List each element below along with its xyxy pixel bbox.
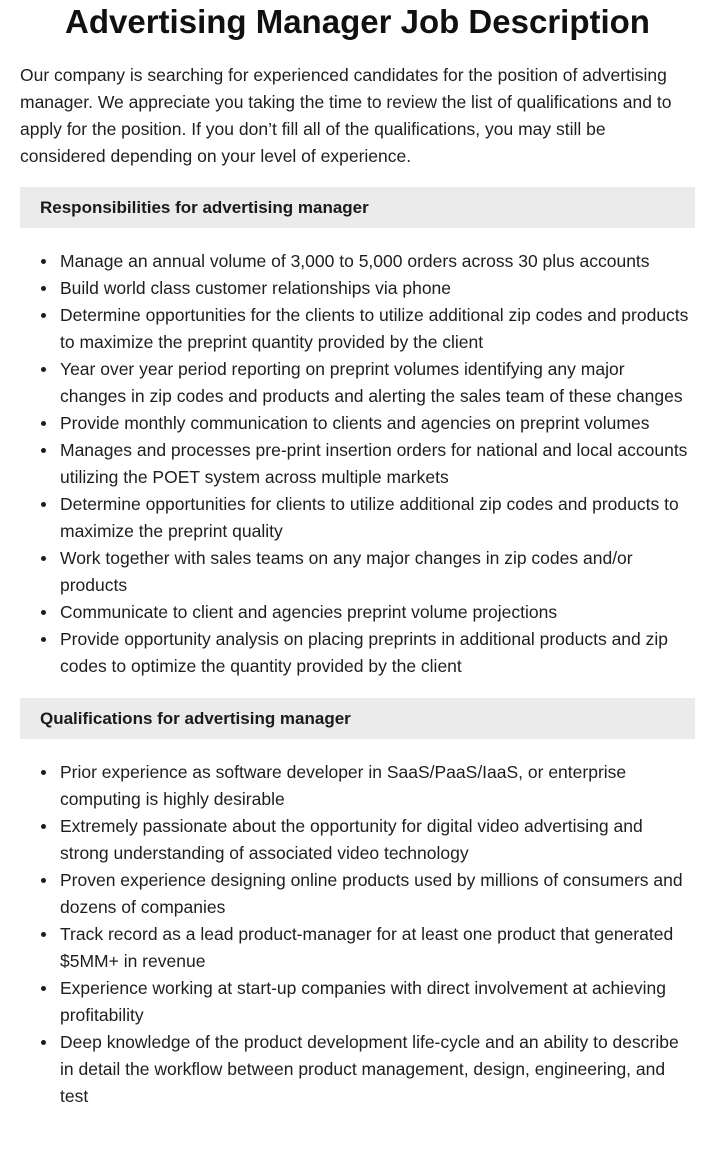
list-item xyxy=(60,921,695,975)
list-item-text: Prior experience as software developer in SaaS/PaaS/IaaS, or enterprise computing is highly desirable xyxy=(60,762,627,809)
list-item-text: Provide monthly communication to clients and agencies on preprint volumes xyxy=(60,413,650,433)
intro-paragraph: Our company is searching for experienced candidates for the position of advertising manager. We appreciate you taking the time to review the list of qualifications and to apply for the position. If you don’t fill all of the qualifications, you may still be considered depending on your level of experience. xyxy=(20,65,672,166)
bullet-icon xyxy=(41,421,46,426)
list-item xyxy=(60,867,695,921)
list-item-text: Proven experience designing online products used by millions of consumers and dozens of companies xyxy=(60,870,683,917)
bullet-icon xyxy=(41,770,46,775)
bullet-icon xyxy=(41,286,46,291)
bullet-icon xyxy=(41,637,46,642)
list-item-text: Communicate to client and agencies preprint volume projections xyxy=(60,602,558,622)
list-item-text: Year over year period reporting on preprint volumes identifying any major changes in zip codes and products and alerting the sales team of these changes xyxy=(60,359,683,406)
list-item xyxy=(60,437,695,491)
bullet-icon xyxy=(41,878,46,883)
qualifications-list xyxy=(20,759,695,1110)
list-item xyxy=(60,1029,695,1110)
list-item-text: Manage an annual volume of 3,000 to 5,000 orders across 30 plus accounts xyxy=(60,251,650,271)
bullet-icon xyxy=(41,313,46,318)
qualifications-heading: Qualifications for advertising manager xyxy=(20,698,695,739)
list-item-text: Deep knowledge of the product development life-cycle and an ability to describe in detail the workflow between product management, design, engineering, and test xyxy=(60,1032,679,1106)
qualifications-section xyxy=(20,698,695,1110)
bullet-icon xyxy=(41,448,46,453)
list-item-text: Build world class customer relationships via phone xyxy=(60,278,452,298)
list-item-text: Determine opportunities for the clients to utilize additional zip codes and products to maximize the preprint quantity provided by the client xyxy=(60,305,689,352)
list-item xyxy=(60,813,695,867)
responsibilities-list xyxy=(20,248,695,680)
bullet-icon xyxy=(41,556,46,561)
list-item xyxy=(60,356,695,410)
responsibilities-section xyxy=(20,187,695,680)
list-item xyxy=(60,975,695,1029)
list-item xyxy=(60,410,695,437)
list-item xyxy=(60,491,695,545)
list-item xyxy=(60,599,695,626)
list-item-text: Work together with sales teams on any major changes in zip codes and/or products xyxy=(60,548,633,595)
bullet-icon xyxy=(41,1040,46,1045)
list-item xyxy=(60,545,695,599)
bullet-icon xyxy=(41,259,46,264)
responsibilities-heading: Responsibilities for advertising manager xyxy=(20,187,695,228)
bullet-icon xyxy=(41,986,46,991)
page-title: Advertising Manager Job Description xyxy=(65,3,650,40)
bullet-icon xyxy=(41,610,46,615)
list-item-text: Track record as a lead product-manager for at least one product that generated $5MM+ in revenue xyxy=(60,924,674,971)
list-item xyxy=(60,626,695,680)
list-item-text: Experience working at start-up companies with direct involvement at achieving profitability xyxy=(60,978,666,1025)
list-item xyxy=(60,248,695,275)
list-item-text: Determine opportunities for clients to utilize additional zip codes and products to maximize the preprint quality xyxy=(60,494,679,541)
list-item xyxy=(60,302,695,356)
list-item-text: Extremely passionate about the opportunity for digital video advertising and strong understanding of associated video technology xyxy=(60,816,643,863)
bullet-icon xyxy=(41,932,46,937)
bullet-icon xyxy=(41,824,46,829)
bullet-icon xyxy=(41,502,46,507)
list-item-text: Manages and processes pre-print insertion orders for national and local accounts utilizing the POET system across multiple markets xyxy=(60,440,688,487)
list-item xyxy=(60,275,695,302)
list-item-text: Provide opportunity analysis on placing preprints in additional products and zip codes to optimize the quantity provided by the client xyxy=(60,629,669,676)
list-item xyxy=(60,759,695,813)
bullet-icon xyxy=(41,367,46,372)
